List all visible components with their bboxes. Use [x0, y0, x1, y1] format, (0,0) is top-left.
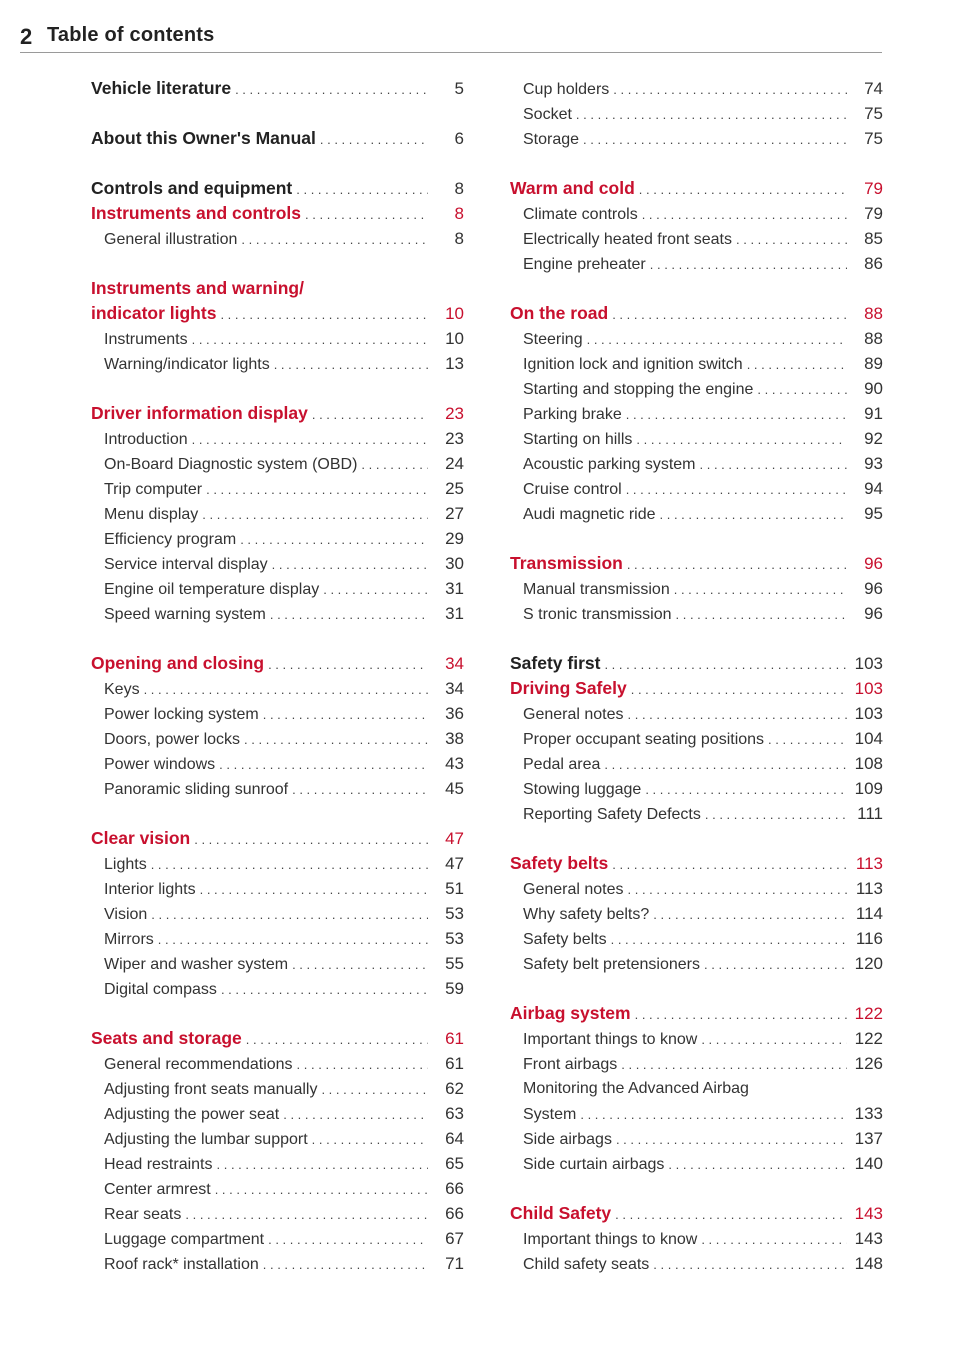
toc-entry-efficiency[interactable]: Efficiency program . . . 29: [91, 526, 464, 551]
toc-entry-general-illustration[interactable]: General illustration . . . 8: [91, 226, 464, 251]
toc-entry-front-seats[interactable]: Adjusting front seats manually . . . 62: [91, 1076, 464, 1101]
toc-right-column: [510, 76, 883, 1276]
toc-entry-power-seat[interactable]: Adjusting the power seat . . . 63: [91, 1101, 464, 1126]
toc-entry-start-stop[interactable]: Starting and stopping the engine . . . 90: [510, 376, 883, 401]
toc-entry-rear-seats[interactable]: Rear seats . . . 66: [91, 1201, 464, 1226]
toc-entry-obd[interactable]: On-Board Diagnostic system (OBD) . . . 24: [91, 451, 464, 476]
toc-entry-vehicle-literature[interactable]: Vehicle literature . . . 5: [91, 76, 464, 101]
toc-entry-child-safety[interactable]: Child Safety . . . 143: [510, 1201, 883, 1226]
toc-entry-clear-vision[interactable]: Clear vision . . . 47: [91, 826, 464, 851]
toc-entry-interior-lights[interactable]: Interior lights . . . 51: [91, 876, 464, 901]
toc-entry-preheater[interactable]: Engine preheater . . . 86: [510, 251, 883, 276]
toc-entry-safety-first[interactable]: Safety first . . . 103: [510, 651, 883, 676]
toc-left-column: [91, 76, 464, 1276]
toc-entry-indicator-lights[interactable]: indicator lights . . . 10: [91, 301, 464, 326]
toc-entry-trip-computer[interactable]: Trip computer . . . 25: [91, 476, 464, 501]
toc-entry-roof-rack[interactable]: Roof rack* installation . . . 71: [91, 1251, 464, 1276]
toc-entry-warning-lights[interactable]: Warning/indicator lights . . . 13: [91, 351, 464, 376]
toc-entry-keys[interactable]: Keys . . . 34: [91, 676, 464, 701]
toc-entry-magnetic-ride[interactable]: Audi magnetic ride . . . 95: [510, 501, 883, 526]
toc-entry-acoustic-parking[interactable]: Acoustic parking system . . . 93: [510, 451, 883, 476]
toc-entry-cup-holders[interactable]: Cup holders . . . 74: [510, 76, 883, 101]
toc-entry-mirrors[interactable]: Mirrors . . . 53: [91, 926, 464, 951]
toc-entry-controls-equipment[interactable]: Controls and equipment . . . 8: [91, 176, 464, 201]
toc-entry-vision[interactable]: Vision . . . 53: [91, 901, 464, 926]
toc-entry-engine-oil[interactable]: Engine oil temperature display . . . 31: [91, 576, 464, 601]
toc-entry-monitoring-line1: Monitoring the Advanced Airbag: [523, 1080, 749, 1097]
toc-entry-power-locking[interactable]: Power locking system . . . 36: [91, 701, 464, 726]
toc-entry-parking-brake[interactable]: Parking brake . . . 91: [510, 401, 883, 426]
toc-entry-seating-positions[interactable]: Proper occupant seating positions . . . 104: [510, 726, 883, 751]
toc-entry-climate[interactable]: Climate controls . . . 79: [510, 201, 883, 226]
toc-entry-general-notes[interactable]: General notes . . . 103: [510, 701, 883, 726]
toc-entry-lumbar[interactable]: Adjusting the lumbar support . . . 64: [91, 1126, 464, 1151]
toc-entry-storage[interactable]: Storage . . . 75: [510, 126, 883, 151]
toc-entry-important-things[interactable]: Important things to know . . . 122: [510, 1026, 883, 1051]
toc-entry-starting-hills[interactable]: Starting on hills . . . 92: [510, 426, 883, 451]
toc-entry-instruments-controls[interactable]: Instruments and controls . . . 8: [91, 201, 464, 226]
toc-entry-transmission[interactable]: Transmission . . . 96: [510, 551, 883, 576]
toc-entry-child-seats[interactable]: Child safety seats . . . 148: [510, 1251, 883, 1276]
toc-entry-side-airbags[interactable]: Side airbags . . . 137: [510, 1126, 883, 1151]
toc-entry-manual-transmission[interactable]: Manual transmission . . . 96: [510, 576, 883, 601]
toc-entry-steering[interactable]: Steering . . . 88: [510, 326, 883, 351]
toc-entry-important-things-child[interactable]: Important things to know . . . 143: [510, 1226, 883, 1251]
toc-entry-service-interval[interactable]: Service interval display . . . 30: [91, 551, 464, 576]
toc-entry-doors[interactable]: Doors, power locks . . . 38: [91, 726, 464, 751]
toc-entry-lights[interactable]: Lights . . . 47: [91, 851, 464, 876]
toc-entry-pretensioners[interactable]: Safety belt pretensioners . . . 120: [510, 951, 883, 976]
toc-entry-driver-info[interactable]: Driver information display . . . 23: [91, 401, 464, 426]
toc-entry-monitoring-system[interactable]: System . . . 133: [510, 1101, 883, 1126]
toc-entry-airbag-system[interactable]: Airbag system . . . 122: [510, 1001, 883, 1026]
page-number: 2: [20, 24, 33, 49]
toc-entry-front-airbags[interactable]: Front airbags . . . 126: [510, 1051, 883, 1076]
toc-entry-opening-closing[interactable]: Opening and closing . . . 34: [91, 651, 464, 676]
toc-entry-iwl-line1: Instruments and warning/: [91, 278, 304, 298]
toc-entry-cruise-control[interactable]: Cruise control . . . 94: [510, 476, 883, 501]
page-title: Table of contents: [47, 24, 215, 46]
toc-entry-power-windows[interactable]: Power windows . . . 43: [91, 751, 464, 776]
toc-entry-luggage-compartment[interactable]: Luggage compartment . . . 67: [91, 1226, 464, 1251]
toc-entry-general-recommendations[interactable]: General recommendations . . . 61: [91, 1051, 464, 1076]
toc-entry-safety-belts[interactable]: Safety belts . . . 116: [510, 926, 883, 951]
header-rule: [20, 52, 882, 53]
toc-entry-curtain-airbags[interactable]: Side curtain airbags . . . 140: [510, 1151, 883, 1176]
toc-entry-heated-seats[interactable]: Electrically heated front seats . . . 85: [510, 226, 883, 251]
toc-entry-introduction[interactable]: Introduction . . . 23: [91, 426, 464, 451]
toc-entry-head-restraints[interactable]: Head restraints . . . 65: [91, 1151, 464, 1176]
toc-entry-speed-warning[interactable]: Speed warning system . . . 31: [91, 601, 464, 626]
toc-entry-why-belts[interactable]: Why safety belts? . . . 114: [510, 901, 883, 926]
toc-entry-general-notes-belts[interactable]: General notes . . . 113: [510, 876, 883, 901]
toc-entry-stronic[interactable]: S tronic transmission . . . 96: [510, 601, 883, 626]
toc-entry-ignition[interactable]: Ignition lock and ignition switch . . . 89: [510, 351, 883, 376]
toc-entry-safety-belts-chapter[interactable]: Safety belts . . . 113: [510, 851, 883, 876]
toc-entry-safety-defects[interactable]: Reporting Safety Defects . . . 111: [510, 801, 883, 826]
toc-entry-pedal-area[interactable]: Pedal area . . . 108: [510, 751, 883, 776]
toc-entry-driving-safely[interactable]: Driving Safely . . . 103: [510, 676, 883, 701]
toc-entry-about-manual[interactable]: About this Owner's Manual . . . 6: [91, 126, 464, 151]
toc-entry-menu-display[interactable]: Menu display . . . 27: [91, 501, 464, 526]
toc-entry-warm-cold[interactable]: Warm and cold . . . 79: [510, 176, 883, 201]
toc-entry-seats-storage[interactable]: Seats and storage . . . 61: [91, 1026, 464, 1051]
toc-entry-center-armrest[interactable]: Center armrest . . . 66: [91, 1176, 464, 1201]
toc-entry-socket[interactable]: Socket . . . 75: [510, 101, 883, 126]
toc-entry-stowing-luggage[interactable]: Stowing luggage . . . 109: [510, 776, 883, 801]
toc-entry-instruments[interactable]: Instruments . . . 10: [91, 326, 464, 351]
toc-entry-wiper[interactable]: Wiper and washer system . . . 55: [91, 951, 464, 976]
toc-entry-sunroof[interactable]: Panoramic sliding sunroof . . . 45: [91, 776, 464, 801]
toc-entry-on-the-road[interactable]: On the road . . . 88: [510, 301, 883, 326]
toc-entry-compass[interactable]: Digital compass . . . 59: [91, 976, 464, 1001]
